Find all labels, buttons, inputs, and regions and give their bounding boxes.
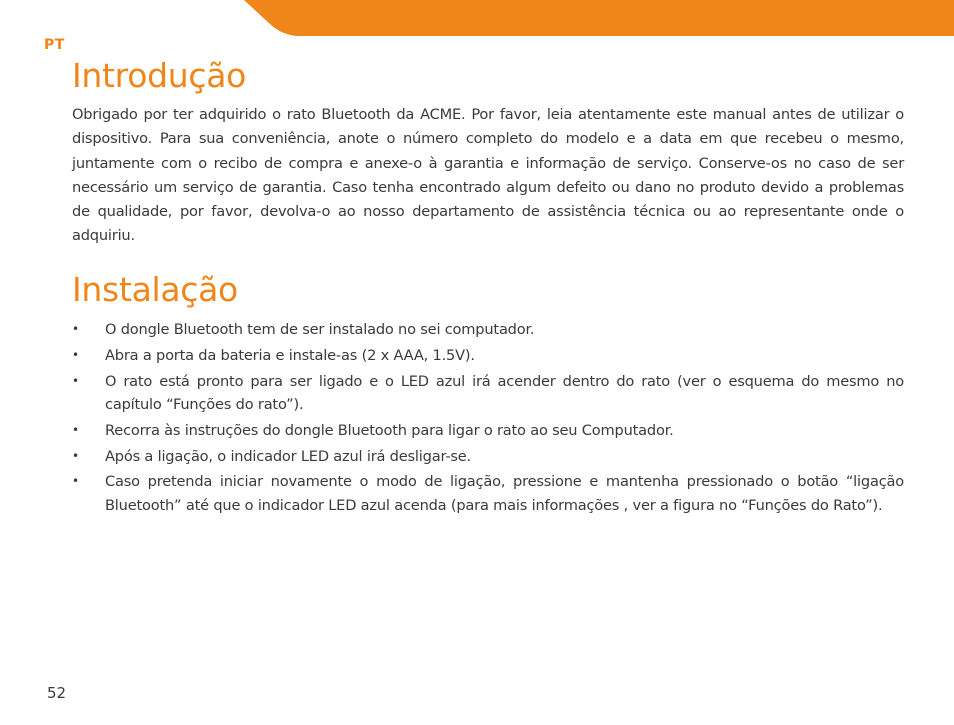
- list-item: [72, 318, 904, 342]
- list-item: [72, 419, 904, 443]
- header-banner: [0, 0, 954, 40]
- list-item: [72, 370, 904, 417]
- install-steps-list: [72, 318, 904, 520]
- bullet-icon: •: [72, 474, 79, 489]
- bullet-icon: •: [72, 422, 79, 437]
- intro-paragraph: Obrigado por ter adquirido o rato Bluetooth da ACME. Por favor, leia atentamente este manual antes de utilizar o dispositivo. Para sua conveniência, anote o número completo do modelo e a data em que recebeu o mesmo, juntamente com o recibo de compra e anexe-o à garantia e informação de serviço. Conserve-os no caso de ser necessário um serviço de garantia. Caso tenha encontrado algum defeito ou dano no produto devido a problemas de qualidade, por favor, devolva-o ao nosso departamento de assistência técnica ou ao representante onde o adquiriu.: [72, 106, 904, 245]
- language-code: PT: [44, 37, 65, 53]
- list-item-text: O dongle Bluetooth tem de ser instalado no sei computador.: [105, 321, 535, 338]
- intro-title: Introdução: [72, 56, 247, 95]
- list-item-text: Caso pretenda iniciar novamente o modo de ligação, pressione e mantenha pressionado o botão “ligação Bluetooth” até que o indicador LED azul acenda (para mais informações , ver a figura no “Funções do Rato”).: [105, 473, 904, 514]
- list-item-text: Abra a porta da bateria e instale-as (2 x AAA, 1.5V).: [105, 346, 475, 364]
- install-title: Instalação: [72, 270, 238, 309]
- list-item-text: Recorra às instruções do dongle Bluetooth para ligar o rato ao seu Computador.: [105, 421, 674, 439]
- list-item: [72, 445, 904, 469]
- list-item-text: O rato está pronto para ser ligado e o LED azul irá acender dentro do rato (ver o esquema do mesmo no capítulo “Funções do rato”).: [105, 372, 904, 414]
- page-number: 52: [47, 684, 67, 702]
- bullet-icon: •: [72, 322, 79, 336]
- list-item: [72, 344, 904, 368]
- bullet-icon: •: [72, 448, 79, 463]
- bullet-icon: •: [72, 347, 79, 362]
- list-item: [72, 470, 904, 517]
- orange-tab-shape: [244, 0, 954, 36]
- bullet-icon: •: [72, 373, 79, 388]
- list-item-text: Após a ligação, o indicador LED azul irá desligar-se.: [105, 447, 472, 465]
